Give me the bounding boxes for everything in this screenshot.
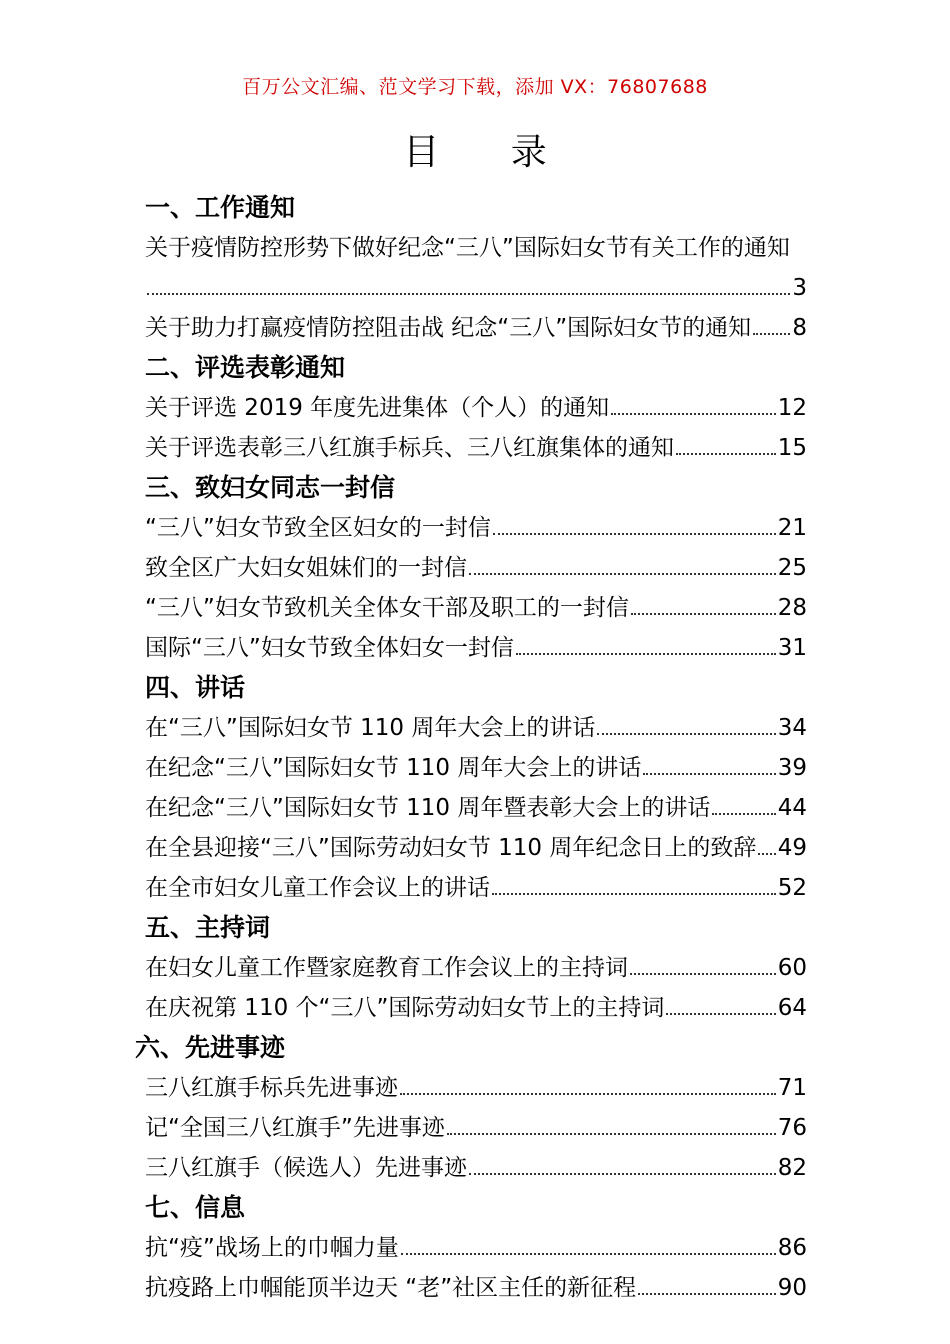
toc-entry-title: 在全县迎接“三八”国际劳动妇女节 110 周年纪念日上的致辞	[145, 835, 757, 861]
toc-section	[145, 1188, 807, 1308]
toc-entry-title: 三八红旗手（候选人）先进事迹	[145, 1155, 467, 1181]
section-heading: 三、致妇女同志一封信	[145, 473, 396, 502]
toc-entry[interactable]	[145, 1068, 807, 1108]
page-title: 目 录	[403, 132, 577, 173]
toc-entry[interactable]	[145, 628, 807, 668]
section-heading: 七、信息	[145, 1193, 246, 1222]
toc-section	[145, 188, 807, 348]
toc-entry-page: 31	[777, 635, 807, 661]
table-of-contents	[135, 188, 807, 1308]
dot-leader	[630, 973, 776, 975]
toc-entry-page: 44	[777, 795, 807, 821]
dot-leader	[611, 413, 776, 415]
toc-entry[interactable]	[145, 988, 807, 1028]
toc-entry-title: 关于评选表彰三八红旗手标兵、三八红旗集体的通知	[145, 435, 674, 461]
toc-entry[interactable]	[145, 508, 807, 548]
toc-entry[interactable]	[145, 1268, 807, 1308]
toc-entry-title: 致全区广大妇女姐妹们的一封信	[145, 555, 467, 581]
dot-leader	[493, 533, 776, 535]
toc-section	[145, 668, 807, 908]
toc-entry-page: 12	[777, 395, 807, 421]
toc-entry-title: 在庆祝第 110 个“三八”国际劳动妇女节上的主持词	[145, 995, 665, 1021]
header-note: 百万公文汇编、范文学习下载，添加 VX：76807688	[242, 76, 708, 98]
dot-leader	[516, 653, 776, 655]
dot-leader	[758, 853, 775, 855]
toc-entry-title: 关于疫情防控形势下做好纪念“三八”国际妇女节有关工作的通知	[145, 235, 790, 261]
toc-entry-title: 在全市妇女儿童工作会议上的讲话	[145, 875, 490, 901]
toc-entry-page: 90	[777, 1275, 807, 1301]
dot-leader	[400, 1093, 776, 1095]
toc-entry-title: 国际“三八”妇女节致全体妇女一封信	[145, 635, 514, 661]
toc-entry-page: 76	[777, 1115, 807, 1141]
dot-leader	[401, 1253, 776, 1255]
toc-entry-page: 3	[792, 275, 807, 301]
toc-entry-page: 60	[777, 955, 807, 981]
toc-entry-title: 记“全国三八红旗手”先进事迹	[145, 1115, 445, 1141]
toc-entry-title: 抗疫路上巾帼能顶半边天 “老”社区主任的新征程	[145, 1275, 637, 1301]
dot-leader	[712, 813, 775, 815]
section-heading: 四、讲话	[145, 673, 246, 702]
toc-entry-page: 52	[777, 875, 807, 901]
toc-entry[interactable]	[145, 428, 807, 468]
dot-leader	[469, 1173, 776, 1175]
toc-entry-title: 在纪念“三八”国际妇女节 110 周年暨表彰大会上的讲话	[145, 795, 711, 821]
toc-entry[interactable]	[145, 228, 807, 308]
toc-section	[135, 1028, 807, 1188]
dot-leader	[492, 893, 776, 895]
section-heading: 六、先进事迹	[135, 1033, 286, 1062]
toc-entry-page: 86	[777, 1235, 807, 1261]
dot-leader	[638, 1293, 776, 1295]
toc-entry[interactable]	[145, 1108, 807, 1148]
toc-entry[interactable]	[145, 788, 807, 828]
toc-entry-title: 在纪念“三八”国际妇女节 110 周年大会上的讲话	[145, 755, 642, 781]
dot-leader	[666, 1013, 775, 1015]
toc-entry-page: 21	[777, 515, 807, 541]
toc-entry-page: 8	[792, 315, 807, 341]
toc-entry-page: 25	[777, 555, 807, 581]
toc-entry-page: 82	[777, 1155, 807, 1181]
toc-entry-page: 64	[777, 995, 807, 1021]
toc-entry[interactable]	[145, 548, 807, 588]
toc-entry-title: “三八”妇女节致全区妇女的一封信	[145, 515, 491, 541]
toc-entry[interactable]	[145, 588, 807, 628]
dot-leader	[753, 333, 790, 335]
toc-entry[interactable]	[145, 748, 807, 788]
dot-leader	[676, 453, 776, 455]
section-heading: 二、评选表彰通知	[145, 353, 346, 382]
toc-entry-page: 71	[777, 1075, 807, 1101]
toc-entry-title: 关于评选 2019 年度先进集体（个人）的通知	[145, 395, 610, 421]
toc-entry[interactable]	[145, 828, 807, 868]
toc-entry-page: 15	[777, 435, 807, 461]
toc-entry-page: 28	[777, 595, 807, 621]
toc-entry[interactable]	[145, 308, 807, 348]
toc-entry-page: 49	[777, 835, 807, 861]
toc-entry-title: “三八”妇女节致机关全体女干部及职工的一封信	[145, 595, 629, 621]
section-heading: 一、工作通知	[145, 193, 296, 222]
toc-section	[145, 908, 807, 1028]
toc-entry[interactable]	[145, 1148, 807, 1188]
toc-entry-title: 在“三八”国际妇女节 110 周年大会上的讲话	[145, 715, 596, 741]
toc-entry[interactable]	[145, 1228, 807, 1268]
toc-entry-page: 39	[777, 755, 807, 781]
toc-entry-page: 34	[777, 715, 807, 741]
toc-entry-title: 在妇女儿童工作暨家庭教育工作会议上的主持词	[145, 955, 628, 981]
dot-leader	[447, 1133, 776, 1135]
toc-entry[interactable]	[145, 388, 807, 428]
dot-leader	[643, 773, 775, 775]
toc-section	[145, 348, 807, 468]
toc-entry-title: 三八红旗手标兵先进事迹	[145, 1075, 398, 1101]
dot-leader	[147, 293, 790, 295]
toc-entry[interactable]	[145, 868, 807, 908]
toc-entry[interactable]	[145, 948, 807, 988]
dot-leader	[631, 613, 776, 615]
dot-leader	[597, 733, 775, 735]
toc-entry-title: 抗“疫”战场上的巾帼力量	[145, 1235, 399, 1261]
dot-leader	[469, 573, 776, 575]
toc-entry-title: 关于助力打赢疫情防控阻击战 纪念“三八”国际妇女节的通知	[145, 315, 752, 341]
toc-section	[145, 468, 807, 668]
section-heading: 五、主持词	[145, 913, 271, 942]
toc-entry[interactable]	[145, 708, 807, 748]
